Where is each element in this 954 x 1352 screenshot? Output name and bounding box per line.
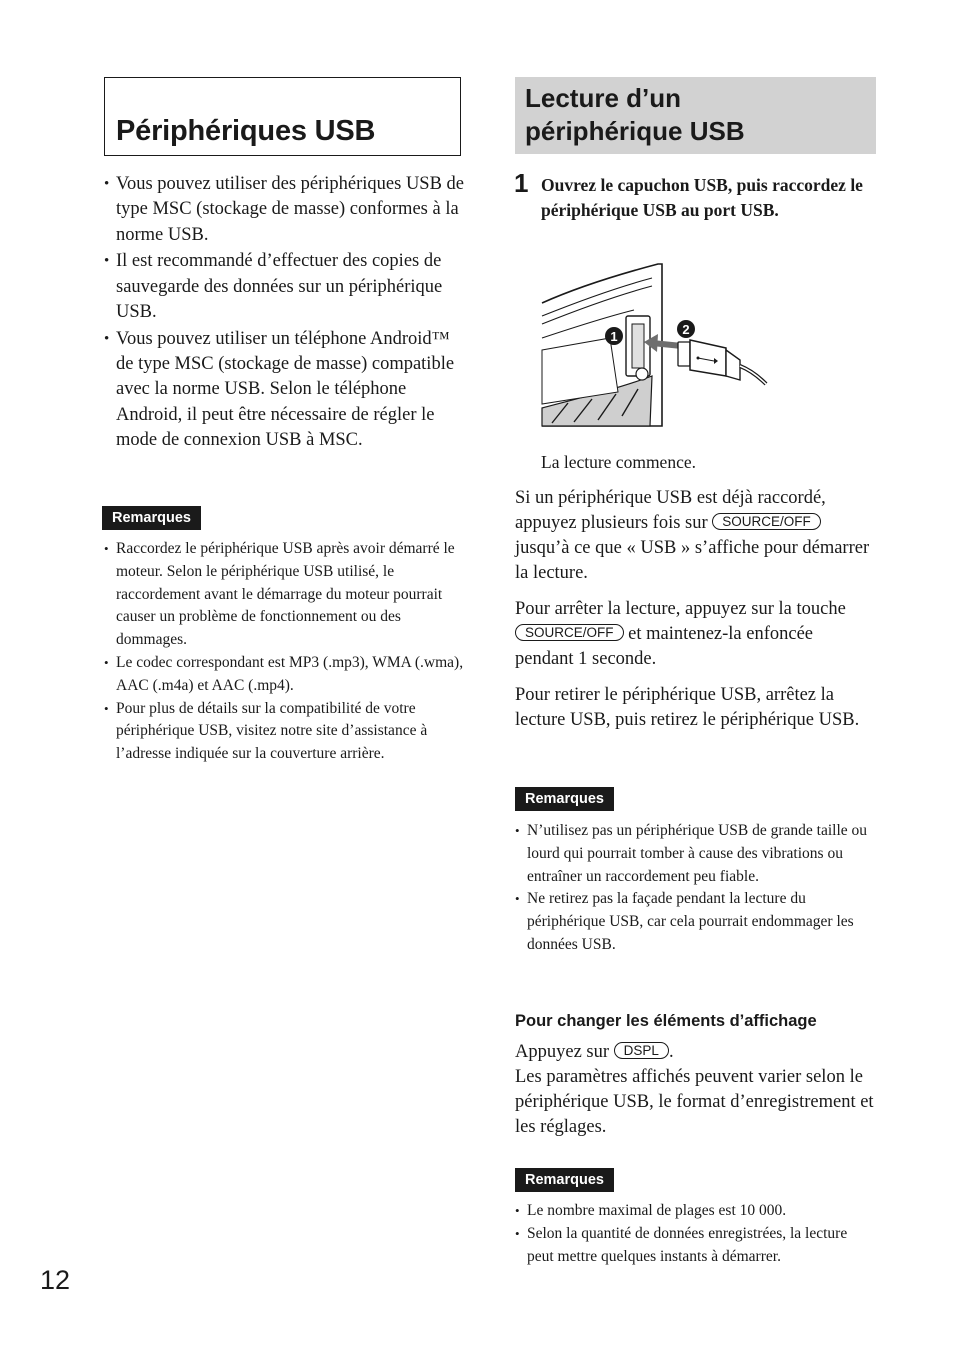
- remarques-label: Remarques: [515, 787, 614, 811]
- list-item: • Ne retirez pas la façade pendant la lecture du périphérique USB, car cela pourrait endommager les données USB.: [515, 888, 877, 956]
- callout-1-label: 1: [610, 329, 618, 344]
- paragraph-text: Si un périphérique USB est déjà raccordé, appuyez plusieurs fois sur: [515, 488, 826, 533]
- step-result: La lecture commence.: [541, 452, 696, 472]
- notes-list: [515, 1200, 877, 1268]
- list-item: • Selon la quantité de données enregistrées, la lecture peut mettre quelques instants à démarrer.: [515, 1223, 877, 1269]
- paragraph-text: Les paramètres affichés peuvent varier selon le périphérique USB, le format d’enregistrement et les réglages.: [515, 1067, 874, 1137]
- page-title: Périphériques USB: [116, 115, 376, 147]
- notes-list: [515, 820, 877, 957]
- usb-connection-illustration: [540, 258, 770, 430]
- section-title-line1: Lecture d’un: [525, 83, 682, 113]
- step-number: 1: [514, 168, 529, 198]
- title-box-peripheriques: [104, 77, 461, 156]
- paragraph-playback-start: [515, 486, 875, 586]
- remarques-label: Remarques: [102, 506, 201, 530]
- paragraph-display: Appuyez sur DSPL . Les paramètres affichés peuvent varier selon le périphérique USB, le format d’enregistrement et les réglages.: [515, 1042, 874, 1137]
- step-instruction: Ouvrez le capuchon USB, puis raccordez le périphérique USB au port USB.: [541, 175, 863, 221]
- usb-plug: [678, 340, 766, 384]
- paragraph-text: Appuyez sur: [515, 1042, 610, 1062]
- source-off-button[interactable]: SOURCE/OFF: [515, 624, 624, 641]
- source-off-button[interactable]: SOURCE/OFF: [712, 513, 821, 530]
- list-item: • N’utilisez pas un périphérique USB de grande taille ou lourd qui pourrait tomber à cause des vibrations ou entraîner un raccordement peu fiable.: [515, 820, 877, 888]
- list-item: • Pour plus de détails sur la compatibilité de votre périphérique USB, visitez notre site d’assistance à l’adresse indiquée sur la couverture arrière.: [104, 698, 466, 766]
- list-item: • Le nombre maximal de plages est 10 000.: [515, 1200, 877, 1223]
- section-title-line2: périphérique USB: [525, 116, 745, 146]
- notes-list: [104, 538, 466, 766]
- paragraph-text: jusqu’à ce que « USB » s’affiche pour démarrer la lecture.: [515, 538, 870, 583]
- page-number: 12: [40, 1265, 71, 1295]
- section-title: [525, 82, 745, 148]
- paragraph-text: Pour arrêter la lecture, appuyez sur la touche: [515, 599, 846, 619]
- section-header-lecture: [515, 77, 876, 154]
- callout-2-label: 2: [682, 322, 690, 337]
- list-item: • Raccordez le périphérique USB après avoir démarré le moteur. Selon le périphérique USB utilisé, le raccordement avant le démarrage du moteur pourrait causer un problème de fonctionnement ou des dommages.: [104, 538, 466, 652]
- list-item: • Il est recommandé d’effectuer des copies de sauvegarde des données sur un périphérique USB.: [104, 249, 466, 325]
- paragraph-remove-device: Pour retirer le périphérique USB, arrêtez la lecture USB, puis retirez le périphérique USB.: [515, 685, 860, 730]
- list-item: • Vous pouvez utiliser des périphériques USB de type MSC (stockage de masse) conformes à la norme USB.: [104, 172, 466, 248]
- list-item: • Le codec correspondant est MP3 (.mp3), WMA (.wma), AAC (.m4a) et AAC (.mp4).: [104, 652, 466, 698]
- paragraph-stop-playback: [515, 597, 875, 672]
- remarques-label: Remarques: [515, 1168, 614, 1192]
- intro-bullet-list: [104, 172, 466, 455]
- paragraph-text: et maintenez-la enfoncée pendant 1 seconde.: [515, 624, 814, 669]
- dspl-button[interactable]: DSPL: [614, 1042, 669, 1059]
- subheading-display: Pour changer les éléments d’affichage: [515, 1012, 817, 1030]
- list-item: • Vous pouvez utiliser un téléphone Android™ de type MSC (stockage de masse) compatible avec la norme USB. Selon le téléphone Android, il peut être nécessaire de régler le mode de connexion USB à MSC.: [104, 327, 466, 453]
